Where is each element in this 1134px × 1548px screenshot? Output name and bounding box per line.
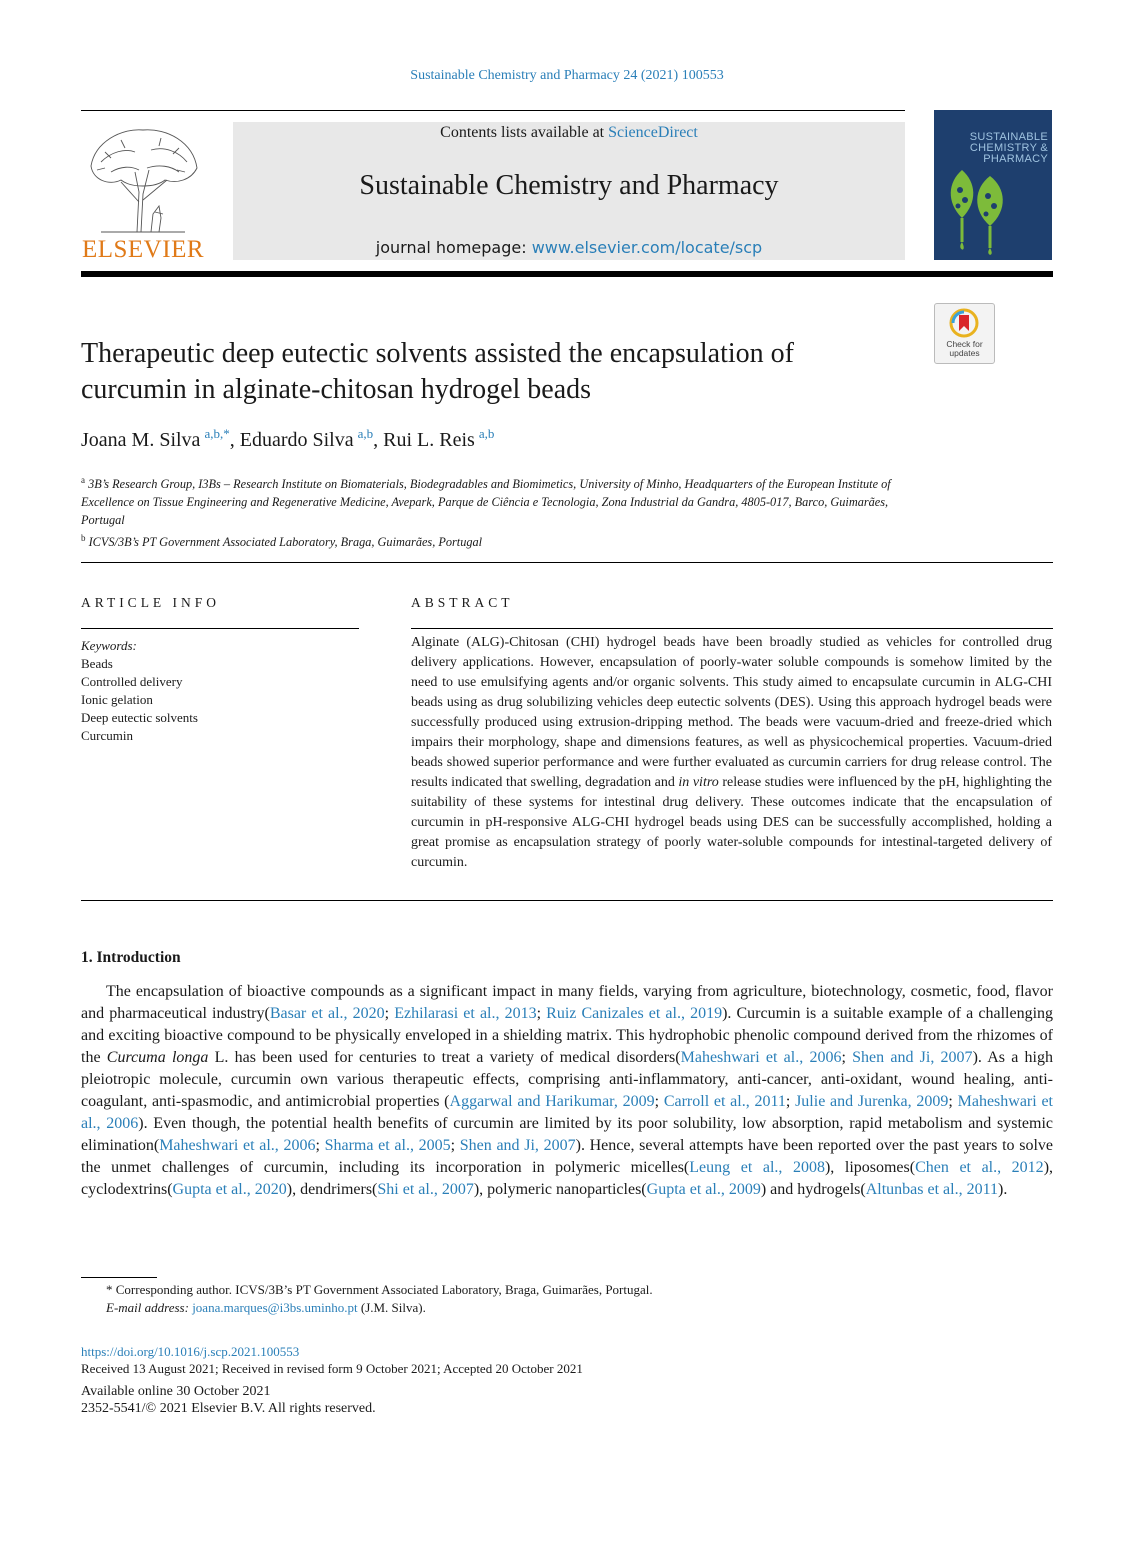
- leaf-drop-icon: [934, 162, 1052, 260]
- abstract-segment: release studies were influenced by the pH, highlighting the suitability of these systems for intestinal drug delivery. These outcomes indicate that the encapsulation of curcumin in pH-responsive ALG-CHI hydrogel beads using DES can be successfully accomplished, holding a great promise as encapsulation strategy of poorly water-soluble compounds for intestinal-targeted delivery of curcumin.: [411, 775, 1053, 870]
- paragraph-text: ;: [536, 1005, 547, 1022]
- paragraph-text: ;: [841, 1049, 853, 1066]
- received-dates: Received 13 August 2021; Received in revised form 9 October 2021; Accepted 20 October 2021: [81, 1361, 583, 1376]
- paragraph-text: ;: [785, 1093, 796, 1110]
- affiliation-mark: b: [81, 533, 86, 544]
- author-affiliation-marks[interactable]: a,b,*: [204, 426, 230, 441]
- paragraph-text: ). Curcumin is a suitable example of a challenging and exciting bioactive compound to be physically enveloped in a shielding matrix. This hydrophobic phenolic compound derived from the rhizomes of the: [81, 1005, 1054, 1066]
- corresponding-author-note: * Corresponding author. ICVS/3B’s PT Government Associated Laboratory, Braga, Guimarães, Portugal.: [106, 1282, 653, 1297]
- citation-link[interactable]: Shen and Ji, 2007: [852, 1049, 973, 1066]
- elsevier-logo[interactable]: [81, 122, 205, 262]
- article-title: [81, 336, 921, 408]
- paragraph-text: ;: [450, 1137, 460, 1154]
- footnote: [81, 1281, 981, 1317]
- keyword-item: Controlled delivery: [81, 674, 183, 689]
- homepage-prefix: journal homepage:: [375, 238, 532, 257]
- citation-link[interactable]: Aggarwal and Harikumar, 2009: [449, 1093, 655, 1110]
- citation-link[interactable]: Ruiz Canizales et al., 2019: [546, 1005, 723, 1022]
- publication-history: [81, 1343, 583, 1377]
- author-affiliation-marks[interactable]: a,b: [478, 426, 495, 441]
- paragraph-text: ), polymeric nanoparticles(: [473, 1181, 647, 1198]
- bookmark-badge-icon: [949, 307, 979, 339]
- citation-link[interactable]: Julie and Jurenka, 2009: [795, 1093, 949, 1110]
- author-name[interactable]: Eduardo Silva: [239, 429, 354, 451]
- paragraph-text: ), cyclodextrins(: [81, 1159, 1054, 1198]
- citation-link[interactable]: Chen et al., 2012: [915, 1159, 1044, 1176]
- paragraph-text: ).: [997, 1181, 1008, 1198]
- author-name[interactable]: Rui L. Reis: [383, 429, 475, 451]
- citation-link[interactable]: Altunbas et al., 2011: [865, 1181, 998, 1198]
- check-updates-line: Check for: [946, 339, 983, 349]
- check-for-updates-button[interactable]: [934, 303, 995, 364]
- citation-link[interactable]: Carroll et al., 2011: [663, 1093, 786, 1110]
- cover-title-line: PHARMACY: [983, 153, 1048, 165]
- author-list: Joana M. Silva $^{a,b,*}$, Eduardo Silva $^{a,b}$, Rui L. Reis $^{a,b}$: [81, 426, 495, 451]
- journal-citation[interactable]: Sustainable Chemistry and Pharmacy 24 (2021) 100553: [410, 68, 724, 83]
- email-label: E-mail address:: [106, 1300, 193, 1315]
- paragraph-text: ;: [948, 1093, 958, 1110]
- cover-title-line: CHEMISTRY &: [969, 142, 1048, 154]
- journal-banner: [233, 122, 905, 260]
- affiliation: [81, 529, 901, 551]
- paragraph-text: ), dendrimers(: [286, 1181, 378, 1198]
- paragraph-text: ;: [315, 1137, 325, 1154]
- citation-link[interactable]: Leung et al., 2008: [689, 1159, 825, 1176]
- citation-link[interactable]: Maheshwari et al., 2006: [159, 1137, 316, 1154]
- affiliation-text: ICVS/3B’s PT Government Associated Laboratory, Braga, Guimarães, Portugal: [88, 535, 483, 550]
- paragraph-text: ;: [384, 1005, 395, 1022]
- keywords-list: [81, 637, 198, 745]
- affiliation-mark: a: [81, 475, 85, 485]
- citation-link[interactable]: Ezhilarasi et al., 2013: [394, 1005, 537, 1022]
- paragraph-text: ), liposomes(: [824, 1159, 916, 1176]
- keywords-label: Keywords:: [81, 638, 137, 653]
- introduction-paragraph: [81, 981, 1053, 1201]
- header-thick-rule: [81, 271, 1053, 277]
- article-info-rule: [81, 628, 359, 629]
- affiliation-text: 3B’s Research Group, I3Bs – Research Institute on Biomaterials, Biodegradables and Biomimetics, University of Minho, Headquarters of the European Institute of Excellence on Tissue Engineering and Regenerative Medicine, Avepark, Parque de Ciência e Tecnologia, Zona Industrial da Gandra, 4805-017, Barco, Guimarães, Portugal: [81, 477, 891, 528]
- title-line: curcumin in alginate-chitosan hydrogel beads: [81, 374, 592, 405]
- italic-text: Curcuma longa: [106, 1049, 209, 1066]
- abstract-heading: ABSTRACT: [411, 595, 514, 610]
- check-updates-label: [935, 340, 994, 358]
- footnote-rule: [81, 1277, 157, 1278]
- article-info-heading: ARTICLE INFO: [81, 595, 221, 610]
- doi-link[interactable]: https://doi.org/10.1016/j.scp.2021.100553: [81, 1344, 300, 1359]
- introduction-heading: 1. Introduction: [81, 949, 181, 966]
- keyword-item: Ionic gelation: [81, 692, 153, 707]
- affiliation: [81, 471, 901, 529]
- homepage-line: [233, 238, 905, 257]
- paragraph-text: ). Even though, the potential health benefits of curcumin are limited by its poor solubility, low absorption, rapid metabolism and systemic elimination(: [81, 1115, 1054, 1154]
- citation-link[interactable]: Maheshwari et al., 2006: [680, 1049, 842, 1066]
- email-link[interactable]: joana.marques@i3bs.uminho.pt: [192, 1300, 358, 1315]
- citation-link[interactable]: Gupta et al., 2009: [646, 1181, 761, 1198]
- paragraph-text: ). As a high pleiotropic molecule, curcumin own various therapeutic effects, comprising anti-inflammatory, anti-cancer, anti-oxidant, wound healing, anti-coagulant, anti-spasmodic, and antimicrobial properties (: [81, 1049, 1053, 1110]
- paragraph-text: The encapsulation of bioactive compounds as a significant impact in many fields, varying from agriculture, biotechnology, cosmetic, food, flavor and pharmaceutical industry(: [81, 983, 1053, 1022]
- email-line: [81, 1299, 981, 1317]
- section-divider: [81, 562, 1053, 563]
- contents-prefix: Contents lists available at: [440, 124, 609, 141]
- sciencedirect-link[interactable]: ScienceDirect: [608, 124, 698, 141]
- citation-link[interactable]: Shen and Ji, 2007: [459, 1137, 576, 1154]
- cover-title-line: SUSTAINABLE: [969, 131, 1048, 143]
- author-affiliation-marks[interactable]: a,b: [357, 426, 374, 441]
- paragraph-text: ;: [654, 1093, 664, 1110]
- citation-link[interactable]: Gupta et al., 2020: [172, 1181, 287, 1198]
- paragraph-text: L. has been used for centuries to treat a variety of medical disorders(: [208, 1049, 681, 1066]
- paragraph-text: ). Hence, several attempts have been reported over the past years to solve the unmet challenges of curcumin, including its incorporation in polymeric micelles(: [81, 1137, 1053, 1176]
- affiliations: [81, 471, 901, 551]
- journal-cover[interactable]: [934, 110, 1052, 260]
- check-updates-line: updates: [949, 348, 980, 358]
- citation-link[interactable]: Maheshwari et al., 2006: [81, 1093, 1053, 1132]
- contents-line: [233, 124, 905, 142]
- keyword-item: Deep eutectic solvents: [81, 710, 198, 725]
- citation-link[interactable]: Sharma et al., 2005: [324, 1137, 451, 1154]
- email-suffix: (J.M. Silva).: [357, 1300, 426, 1315]
- publication-info: [81, 1383, 376, 1417]
- homepage-link[interactable]: www.elsevier.com/locate/scp: [531, 238, 763, 257]
- paragraph-text: ) and hydrogels(: [760, 1181, 866, 1198]
- abstract-bottom-rule: [81, 900, 1053, 901]
- publisher-wordmark: ELSEVIER: [81, 236, 205, 263]
- title-line: Therapeutic deep eutectic solvents assisted the encapsulation of: [81, 338, 794, 369]
- journal-title: Sustainable Chemistry and Pharmacy: [359, 170, 779, 201]
- cover-title: [938, 132, 1048, 165]
- abstract-segment: in vitro: [678, 775, 719, 790]
- available-online: Available online 30 October 2021: [81, 1384, 271, 1399]
- author-name[interactable]: Joana M. Silva: [81, 429, 201, 451]
- copyright-line: 2352-5541/© 2021 Elsevier B.V. All rights reserved.: [81, 1401, 376, 1416]
- abstract-text: [411, 633, 1052, 873]
- citation-link[interactable]: Shi et al., 2007: [377, 1181, 474, 1198]
- keyword-item: Beads: [81, 656, 113, 671]
- citation-link[interactable]: Basar et al., 2020: [269, 1005, 385, 1022]
- tree-icon: [81, 122, 205, 234]
- abstract-segment: Alginate (ALG)-Chitosan (CHI) hydrogel beads have been broadly studied as vehicles for controlled drug delivery applications. However, encapsulation of poorly-water soluble compounds is somehow limited by the need to use emulsifying agents and/or organic solvents. This study aimed to encapsulate curcumin in ALG-CHI beads using as drug solubilizing vehicles deep eutectic solvents (DES). Using this approach hydrogel beads were successfully produced using extrusion-dripping method. The beads were vacuum-dried and freeze-dried which impairs their morphology, shape and dimensions features, as well as physicochemical properties. Vacuum-dried beads showed superior performance and were further evaluated as curcumin carriers for drug release control. The results indicated that swelling, degradation and: [411, 635, 1052, 790]
- header-rule: [81, 110, 905, 111]
- abstract-rule: [411, 628, 1053, 629]
- keyword-item: Curcumin: [81, 728, 133, 743]
